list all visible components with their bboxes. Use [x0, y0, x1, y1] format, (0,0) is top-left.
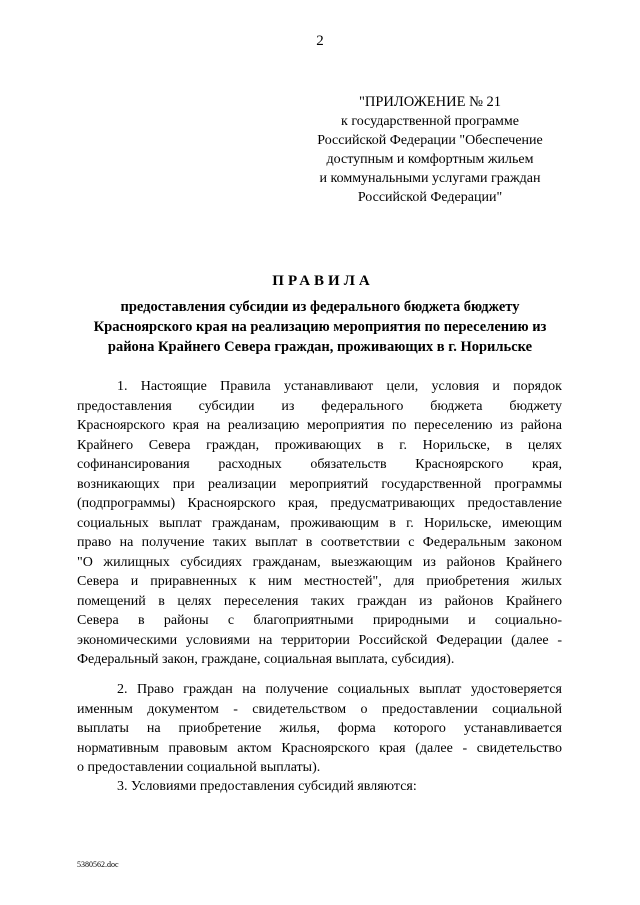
paragraph-line: экономическими условиями на территории Российской Федерации (далее -	[77, 632, 562, 648]
appendix-line: доступным и комфортным жильем	[326, 152, 534, 167]
paragraph-line: 2. Право граждан на получение социальных выплат удостоверяется	[117, 682, 562, 697]
file-reference: 5380562.doc	[77, 860, 119, 869]
rules-subtitle	[40, 297, 600, 357]
appendix-line: Российской Федерации"	[357, 190, 503, 205]
paragraph-line: "О жилищных субсидиях гражданам, выезжающим из районов Крайнего	[77, 554, 562, 570]
rules-subtitle-line: района Крайнего Севера граждан, проживающих в г. Норильске	[107, 339, 533, 355]
paragraph-line: возникающих при реализации мероприятий государственной программы	[77, 476, 562, 492]
paragraph-line: (подпрограммы) Красноярского края, предусматривающих предоставление	[77, 496, 562, 511]
appendix-line: Российской Федерации "Обеспечение	[317, 133, 543, 148]
paragraph-line: помещений в целях переселения таких граждан из районов Крайнего	[77, 593, 562, 609]
paragraph-line: Севера в районы с благоприятными природными и социально-	[77, 613, 562, 628]
paragraph-line: 3. Условиями предоставления субсидий являются:	[117, 779, 417, 794]
paragraph-line: социальных выплат гражданам, проживающим в г. Норильске, имеющим	[77, 515, 562, 531]
paragraph-line: право на получение таких выплат в соответствии с Федеральным законом	[77, 535, 562, 550]
paragraph-line: 1. Настоящие Правила устанавливают цели, условия и порядок	[117, 379, 562, 394]
paragraph-line: нормативным правовым актом Красноярского края (далее - свидетельство	[77, 740, 562, 756]
appendix-line: и коммунальными услугами граждан	[319, 171, 541, 186]
appendix-block	[300, 93, 560, 207]
paragraph-3	[77, 777, 562, 797]
paragraph-line: софинансирования расходных обязательств Красноярского края,	[77, 457, 562, 472]
paragraph-line: именным документом - свидетельством о предоставлении социальной	[77, 701, 562, 717]
paragraph-2	[77, 680, 562, 778]
paragraph-line: Крайнего Севера граждан, проживающих в г. Норильске, в целях	[77, 437, 562, 453]
paragraph-line: Красноярского края на реализацию мероприятия по переселению из района	[77, 418, 562, 433]
paragraph-line: о предоставлении социальной выплаты).	[77, 760, 321, 775]
paragraph-1	[77, 377, 562, 670]
appendix-title: "ПРИЛОЖЕНИЕ № 21	[358, 94, 502, 110]
paragraph-line: предоставления субсидии из федерального бюджета бюджету	[77, 398, 562, 414]
paragraph-line: Федеральный закон, граждане, социальная выплата, субсидия).	[77, 652, 455, 667]
page-number: 2	[316, 33, 324, 49]
appendix-line: к государственной программе	[341, 114, 519, 129]
paragraph-line: выплаты на приобретение жилья, форма которого устанавливается	[77, 721, 562, 736]
rules-title: ПРАВИЛА	[272, 273, 374, 289]
rules-subtitle-line: Красноярского края на реализацию мероприятия по переселению из	[93, 319, 547, 335]
paragraph-line: Севера и приравненных к ним местностей", для приобретения жилых	[77, 574, 562, 589]
rules-subtitle-line: предоставления субсидии из федерального бюджета бюджету	[120, 299, 520, 315]
